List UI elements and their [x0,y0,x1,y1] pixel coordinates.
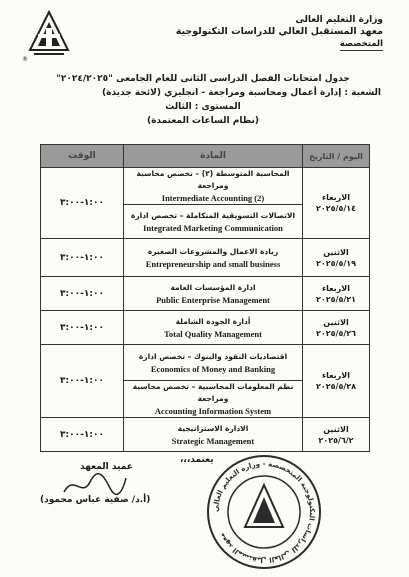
date-label: ٢٠٢٥/٥/١٩ [315,258,357,268]
institute-logo-icon [28,10,70,60]
subject-en: Entrepreneurship and small business [145,258,281,269]
day-cell [303,239,370,277]
time-cell: ١:٠٠-٣:٠٠ [41,239,124,277]
table-row [41,345,370,381]
exam-schedule-table [40,144,370,452]
subject-cell [124,205,303,239]
subject-ar: الادارة الاستراتيجية [177,423,249,433]
header-subject: المادة [124,145,303,168]
subject-en: Total Quality Management [164,328,262,339]
header-day: اليوم / التاريخ [303,145,370,168]
table-row [41,311,370,345]
table-header-row [41,145,370,168]
table-row [41,239,370,277]
dean-title: عميد المعهد [80,462,133,472]
time-cell: ١:٠٠-٣:٠٠ [41,345,124,418]
time-cell: ١:٠٠-٣:٠٠ [41,418,124,452]
institute-name: معهد المستقبل العالي للدراسات التكنولوجية [175,26,383,37]
subject-ar: المحاسبة المتوسطة (٢) – تخصص محاسبة ومراجعة [136,169,290,190]
day-cell [303,418,370,452]
day-label: الاربعاء [322,371,350,380]
time-cell: ١:٠٠-٣:٠٠ [41,168,124,239]
subject-en: Public Enterprise Management [156,294,270,305]
date-label: ٢٠٢٥/٥/١٤ [315,204,357,213]
subject-en: Strategic Management [171,435,255,446]
table-row [41,277,370,311]
subject-en: Intermediate Accounting (2) [161,193,265,203]
level-line: المستوى : الثالث [165,102,241,112]
registered-mark: ® [22,56,28,63]
schedule-title: جدول امتحانات الفصل الدراسى الثانى للعام الجامعى "٢٠٢٤/٢٠٢٥" [56,74,350,84]
time-cell: ١:٠٠-٣:٠٠ [41,311,124,345]
subject-cell [124,418,303,452]
table-row [41,168,370,205]
time-cell: ١:٠٠-٣:٠٠ [41,277,124,311]
day-label: الاثنين [323,317,349,327]
dean-name: (أ.د/ صفية عباس محمود) [40,495,151,505]
subject-ar: نظم المعلومات المحاسبية – تخصص محاسبة ومراجعة [132,382,294,403]
day-cell [303,345,370,418]
stamp-text: معهد المستقبل العالي للدراسات التكنولوجية المتخصصة - وزارة التعليم العالي [211,459,317,565]
date-label: ٢٠٢٥/٦/٢ [318,435,354,445]
subject-en: Accounting Information System [154,406,272,416]
date-label: ٢٠٢٥/٥/٢١ [315,294,357,304]
subject-cell [124,311,303,345]
ministry-header [176,14,383,51]
subject-cell [124,168,303,205]
date-label: ٢٠٢٥/٥/٢٨ [315,382,357,391]
day-label: الاربعاء [322,193,350,202]
subject-en: Economics of Money and Banking [150,363,276,374]
day-cell [303,277,370,311]
day-label: الاربعاء [322,283,350,293]
ministry-line: وزارة التعليم العالى [295,15,383,25]
subject-cell [124,277,303,311]
day-cell [303,168,370,239]
day-label: الاثنين [323,424,349,434]
subject-cell [124,345,303,381]
table-row [41,418,370,452]
schedule-heading [25,72,381,128]
header-time: الوقت [41,145,124,168]
subject-cell [124,381,303,418]
subject-ar: الاتصالات التسويقية المتكاملة – تخصص ادارة [130,210,296,220]
date-label: ٢٠٢٥/٥/٢٦ [315,328,357,338]
subject-ar: ادارة المؤسسات العامة [170,282,256,292]
official-stamp-icon [205,453,323,571]
institute-specialty: المتخصصة [339,39,383,49]
approval-text: يعتمد،،، [180,455,214,465]
subject-en: Integrated Marketing Communication [143,222,283,233]
subject-ar: ريادة الاعمال والمشروعات الصغيرة [147,246,279,256]
subject-ar: اقتصاديات النقود والبنوك – تخصص ادارة [138,351,288,361]
day-label: الاثنين [323,247,349,257]
subject-ar: أدارة الجودة الشاملة [175,316,251,326]
system-line: (نظام الساعات المعتمدة) [147,116,259,126]
day-cell [303,311,370,345]
subject-cell [124,239,303,277]
division-line: الشعبة : إدارة أعمال ومحاسبة ومراجعة - انجليزي (لائحة جديدة) [102,88,381,98]
